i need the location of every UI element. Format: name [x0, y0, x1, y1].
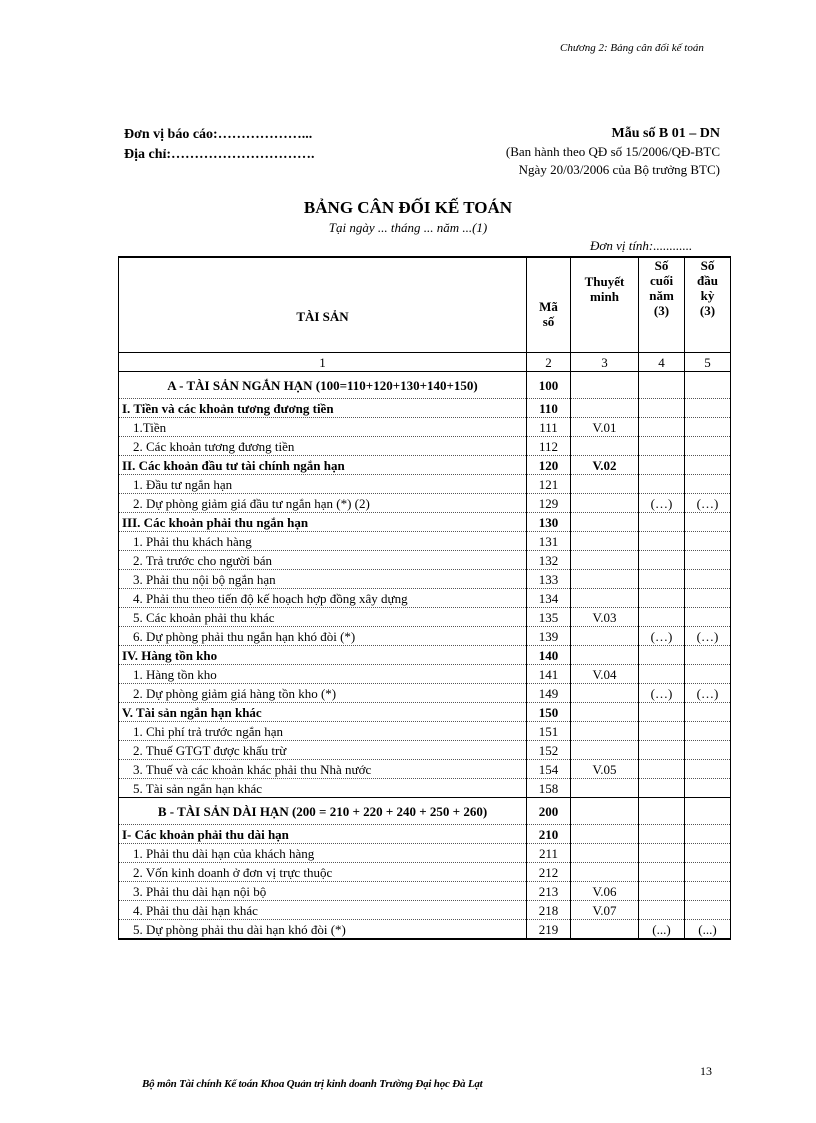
row-end-value	[639, 882, 685, 901]
row-name: 1. Phải thu khách hàng	[119, 532, 527, 551]
row-name: 1. Đầu tư ngắn hạn	[119, 475, 527, 494]
table-row	[119, 684, 731, 703]
row-note	[571, 646, 639, 665]
table-row	[119, 703, 731, 722]
row-begin-value: (…)	[685, 684, 731, 703]
row-begin-value	[685, 901, 731, 920]
row-end-value: (…)	[639, 684, 685, 703]
table-row	[119, 779, 731, 798]
row-code: 212	[527, 863, 571, 882]
row-code: 150	[527, 703, 571, 722]
row-begin-value	[685, 825, 731, 844]
page-number: 13	[700, 1064, 712, 1078]
row-name: 3. Phải thu dài hạn nội bộ	[119, 882, 527, 901]
form-code: Mẫu số B 01 – DN	[611, 126, 720, 141]
row-name: I. Tiền và các khoản tương đương tiền	[119, 399, 527, 418]
row-code: 139	[527, 627, 571, 646]
row-name: 4. Phải thu dài hạn khác	[119, 901, 527, 920]
row-note: V.05	[571, 760, 639, 779]
header-begin-period: Số đầu kỳ (3)	[685, 257, 731, 353]
table-row	[119, 741, 731, 760]
row-end-value	[639, 589, 685, 608]
row-end-value	[639, 437, 685, 456]
row-code: 110	[527, 399, 571, 418]
table-row	[119, 825, 731, 844]
row-end-value	[639, 646, 685, 665]
row-code: 112	[527, 437, 571, 456]
row-note	[571, 589, 639, 608]
table-row	[119, 494, 731, 513]
row-name: III. Các khoản phải thu ngắn hạn	[119, 513, 527, 532]
row-end-value	[639, 608, 685, 627]
row-name: B - TÀI SẢN DÀI HẠN (200 = 210 + 220 + 240 + 250 + 260)	[119, 798, 527, 825]
row-end-value	[639, 741, 685, 760]
row-name: 5. Các khoản phải thu khác	[119, 608, 527, 627]
table-row	[119, 570, 731, 589]
row-begin-value	[685, 844, 731, 863]
row-begin-value	[685, 456, 731, 475]
row-end-value	[639, 399, 685, 418]
table-row	[119, 760, 731, 779]
row-name: 1. Hàng tồn kho	[119, 665, 527, 684]
row-code: 135	[527, 608, 571, 627]
row-note	[571, 684, 639, 703]
table-row	[119, 882, 731, 901]
header-code: Mã số	[527, 257, 571, 353]
row-code: 131	[527, 532, 571, 551]
row-begin-value	[685, 475, 731, 494]
row-code: 133	[527, 570, 571, 589]
row-name: 1. Phải thu dài hạn của khách hàng	[119, 844, 527, 863]
table-row	[119, 475, 731, 494]
row-name: V. Tài sản ngắn hạn khác	[119, 703, 527, 722]
row-end-value	[639, 570, 685, 589]
row-begin-value	[685, 646, 731, 665]
row-name: I- Các khoản phải thu dài hạn	[119, 825, 527, 844]
row-note	[571, 844, 639, 863]
row-name: 5. Tài sản ngắn hạn khác	[119, 779, 527, 798]
table-row	[119, 513, 731, 532]
row-begin-value	[685, 722, 731, 741]
row-begin-value	[685, 741, 731, 760]
row-end-value	[639, 532, 685, 551]
table-row	[119, 532, 731, 551]
row-begin-value: (…)	[685, 627, 731, 646]
row-code: 129	[527, 494, 571, 513]
row-note	[571, 437, 639, 456]
table-row	[119, 665, 731, 684]
row-name: 4. Phải thu theo tiến độ kế hoạch hợp đồng xây dựng	[119, 589, 527, 608]
footer-text: Bộ môn Tài chính Kế toán Khoa Quản trị kinh doanh Trường Đại học Đà Lạt	[142, 1078, 483, 1090]
row-begin-value	[685, 779, 731, 798]
row-end-value	[639, 760, 685, 779]
row-end-value	[639, 551, 685, 570]
row-begin-value	[685, 798, 731, 825]
table-row	[119, 920, 731, 940]
row-code: 152	[527, 741, 571, 760]
row-code: 158	[527, 779, 571, 798]
row-end-value	[639, 456, 685, 475]
row-begin-value	[685, 665, 731, 684]
row-note: V.06	[571, 882, 639, 901]
table-row	[119, 722, 731, 741]
currency-unit: Đơn vị tính:............	[590, 238, 693, 253]
row-end-value	[639, 798, 685, 825]
row-note	[571, 372, 639, 399]
row-end-value	[639, 863, 685, 882]
row-begin-value	[685, 760, 731, 779]
row-end-value: (…)	[639, 627, 685, 646]
row-note: V.01	[571, 418, 639, 437]
table-row	[119, 627, 731, 646]
row-code: 149	[527, 684, 571, 703]
row-note	[571, 863, 639, 882]
row-code: 218	[527, 901, 571, 920]
balance-sheet-table	[118, 256, 731, 940]
row-name: 1. Chi phí trả trước ngắn hạn	[119, 722, 527, 741]
row-note	[571, 513, 639, 532]
table-row	[119, 399, 731, 418]
row-end-value	[639, 901, 685, 920]
row-note	[571, 627, 639, 646]
row-name: 1.Tiền	[119, 418, 527, 437]
row-note	[571, 798, 639, 825]
table-row	[119, 418, 731, 437]
row-begin-value	[685, 703, 731, 722]
row-code: 154	[527, 760, 571, 779]
row-name: 6. Dự phòng phải thu ngắn hạn khó đòi (*)	[119, 627, 527, 646]
form-issued: (Ban hành theo QĐ số 15/2006/QĐ-BTC	[505, 144, 720, 159]
row-begin-value	[685, 608, 731, 627]
reporting-unit	[124, 125, 315, 165]
row-end-value	[639, 825, 685, 844]
table-row	[119, 646, 731, 665]
row-begin-value	[685, 399, 731, 418]
row-name: 3. Phải thu nội bộ ngắn hạn	[119, 570, 527, 589]
table-row	[119, 608, 731, 627]
row-end-value	[639, 513, 685, 532]
table-row	[119, 551, 731, 570]
row-code: 213	[527, 882, 571, 901]
row-code: 200	[527, 798, 571, 825]
table-header-row	[119, 257, 731, 353]
row-code: 219	[527, 920, 571, 940]
row-note	[571, 920, 639, 940]
row-note: V.04	[571, 665, 639, 684]
row-end-value: (…)	[639, 494, 685, 513]
row-begin-value	[685, 863, 731, 882]
row-end-value	[639, 665, 685, 684]
table-row	[119, 844, 731, 863]
row-name: II. Các khoản đầu tư tài chính ngắn hạn	[119, 456, 527, 475]
row-note	[571, 722, 639, 741]
row-note	[571, 741, 639, 760]
row-name: 2. Dự phòng giảm giá hàng tồn kho (*)	[119, 684, 527, 703]
row-begin-value	[685, 882, 731, 901]
row-code: 141	[527, 665, 571, 684]
row-note: V.02	[571, 456, 639, 475]
row-end-value	[639, 418, 685, 437]
row-begin-value	[685, 589, 731, 608]
table-row	[119, 798, 731, 825]
row-note	[571, 532, 639, 551]
row-begin-value: (…)	[685, 494, 731, 513]
row-name: 2. Các khoản tương đương tiền	[119, 437, 527, 456]
row-note: V.07	[571, 901, 639, 920]
table-row	[119, 589, 731, 608]
page-title: BẢNG CÂN ĐỐI KẾ TOÁN	[303, 198, 513, 217]
row-note: V.03	[571, 608, 639, 627]
header-asset: TÀI SẢN	[119, 257, 527, 353]
row-begin-value	[685, 532, 731, 551]
row-code: 134	[527, 589, 571, 608]
report-date: Tại ngày ... tháng ... năm ...(1)	[328, 220, 488, 235]
row-end-value	[639, 722, 685, 741]
row-note	[571, 825, 639, 844]
row-end-value	[639, 779, 685, 798]
row-note	[571, 551, 639, 570]
form-date: Ngày 20/03/2006 của Bộ trưởng BTC)	[518, 162, 720, 177]
table-row	[119, 901, 731, 920]
row-code: 130	[527, 513, 571, 532]
row-code: 132	[527, 551, 571, 570]
row-note	[571, 399, 639, 418]
row-name: 2. Trả trước cho người bán	[119, 551, 527, 570]
row-code: 140	[527, 646, 571, 665]
row-note	[571, 570, 639, 589]
header-end-year: Số cuối năm (3)	[639, 257, 685, 353]
row-begin-value	[685, 513, 731, 532]
row-name: 5. Dự phòng phải thu dài hạn khó đòi (*)	[119, 920, 527, 940]
unit-name-line: Đơn vị báo cáo:………………...	[124, 127, 313, 142]
row-name: A - TÀI SẢN NGẮN HẠN (100=110+120+130+140+150)	[119, 372, 527, 399]
row-note	[571, 779, 639, 798]
row-name: IV. Hàng tồn kho	[119, 646, 527, 665]
row-name: 2. Thuế GTGT được khấu trừ	[119, 741, 527, 760]
row-end-value	[639, 844, 685, 863]
row-begin-value	[685, 570, 731, 589]
row-end-value	[639, 372, 685, 399]
table-row	[119, 456, 731, 475]
table-row	[119, 372, 731, 399]
row-code: 120	[527, 456, 571, 475]
row-name: 2. Vốn kinh doanh ở đơn vị trực thuộc	[119, 863, 527, 882]
table-row	[119, 863, 731, 882]
row-code: 111	[527, 418, 571, 437]
form-info	[506, 125, 720, 179]
table-row	[119, 437, 731, 456]
row-note	[571, 475, 639, 494]
column-number-row: 1 2 3 4 5	[119, 353, 731, 372]
row-begin-value	[685, 551, 731, 570]
row-begin-value: (...)	[685, 920, 731, 940]
unit-address-line: Địa chỉ:………………………….	[124, 147, 315, 162]
header-note: Thuyết minh	[571, 257, 639, 353]
row-end-value	[639, 703, 685, 722]
row-end-value: (...)	[639, 920, 685, 940]
row-code: 151	[527, 722, 571, 741]
row-code: 211	[527, 844, 571, 863]
row-note	[571, 494, 639, 513]
row-begin-value	[685, 372, 731, 399]
row-end-value	[639, 475, 685, 494]
row-name: 2. Dự phòng giảm giá đầu tư ngắn hạn (*) (2)	[119, 494, 527, 513]
row-begin-value	[685, 437, 731, 456]
row-name: 3. Thuế và các khoản khác phải thu Nhà nước	[119, 760, 527, 779]
row-code: 121	[527, 475, 571, 494]
row-code: 100	[527, 372, 571, 399]
chapter-header: Chương 2: Bảng cân đối kế toán	[560, 42, 704, 54]
row-code: 210	[527, 825, 571, 844]
row-note	[571, 703, 639, 722]
row-begin-value	[685, 418, 731, 437]
